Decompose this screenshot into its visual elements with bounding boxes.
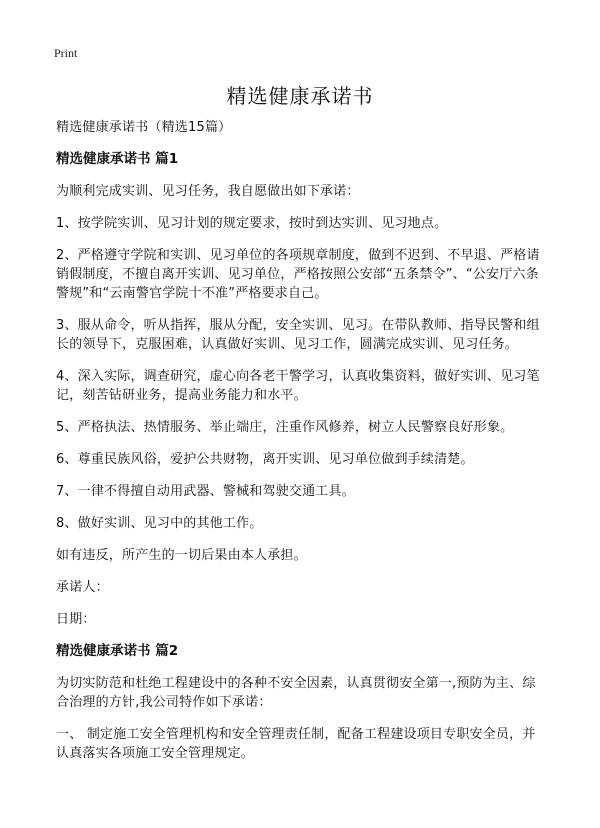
paragraph: 一、 制定施工安全管理机构和安全管理责任制，配备工程建设项目专职安全员，并认真落实各项施工安全管理规定。	[56, 727, 536, 761]
section-heading-1: 精选健康承诺书 篇1	[56, 151, 179, 167]
paragraph: 6、尊重民族风俗，爱护公共财物，离开实训、见习单位做到手续清楚。	[56, 452, 474, 467]
document-subtitle: 精选健康承诺书（精选15篇）	[56, 120, 232, 135]
print-label: Print	[54, 46, 78, 60]
paragraph: 如有违反，所产生的一切后果由本人承担。	[56, 548, 307, 563]
paragraph: 2、严格遵守学院和实训、见习单位的各项规章制度，做到不迟到、不早退、严格请销假制度，不擅自离开实训、见习单位，严格按照公安部“五条禁令”、“公安厅六条警规”和“云南警官学院十不准”严格要求自己。	[56, 248, 540, 301]
document-body	[56, 118, 548, 776]
paragraph: 8、做好实训、见习中的其他工作。	[56, 516, 263, 531]
document-title: 精选健康承诺书	[226, 84, 374, 108]
section-heading-2: 精选健康承诺书 篇2	[56, 643, 179, 659]
date-label: 日期：	[56, 612, 96, 627]
paragraph: 4、深入实际，调查研究，虚心向各老干警学习，认真收集资料，做好实训、见习笔记，刻苦钻研业务，提高业务能力和水平。	[56, 369, 540, 403]
paragraph: 为切实防范和杜绝工程建设中的各种不安全因素，认真贯彻安全第一,预防为主、综合治理的方针,我公司特作如下承诺：	[56, 676, 536, 710]
paragraph: 3、服从命令，听从指挥，服从分配，安全实训、见习。在带队教师、指导民警和组长的领导下，克服困难，认真做好实训、见习工作，圆满完成实训、见习任务。	[56, 318, 540, 352]
signer-label: 承诺人：	[56, 580, 109, 595]
paragraph: 1、按学院实训、见习计划的规定要求，按时到达实训、见习地点。	[56, 216, 448, 231]
paragraph: 5、严格执法、热情服务、举止端庄，注重作风修养，树立人民警察良好形象。	[56, 420, 514, 435]
paragraph: 7、一律不得擅自动用武器、警械和驾驶交通工具。	[56, 484, 355, 499]
paragraph: 为顺利完成实训、见习任务，我自愿做出如下承诺：	[56, 184, 360, 199]
